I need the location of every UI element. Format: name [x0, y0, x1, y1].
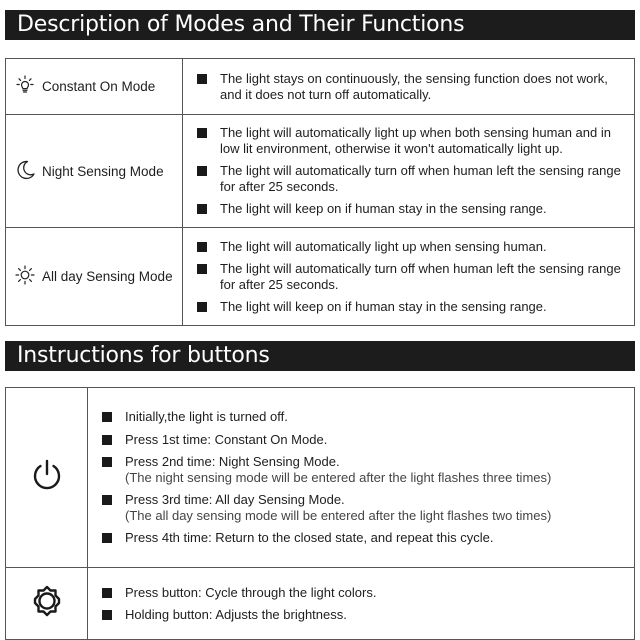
button-row-power — [6, 388, 635, 568]
mode-row-constant-on — [6, 59, 635, 115]
note-text: (The night sensing mode will be entered after the light flashes three times) — [125, 469, 552, 485]
note-text: (The all day sensing mode will be entered after the light flashes two times) — [125, 507, 552, 523]
mode-name-cell — [6, 115, 183, 228]
list-item: Press 2nd time: Night Sensing Mode. (The night sensing mode will be entered after the light flashes three times) — [102, 454, 630, 485]
list-item: Holding button: Adjusts the brightness. — [102, 607, 630, 623]
button-description-cell — [88, 568, 635, 640]
mode-description-cell — [183, 115, 635, 228]
mode-name: Night Sensing Mode — [42, 163, 164, 179]
gear-icon — [30, 605, 64, 622]
list-item: The light stays on continuously, the sensing function does not work, and it does not turn off automatically. — [197, 71, 630, 102]
list-item: The light will automatically light up when both sensing human and in low lit environment, otherwise it won't automatically light up. — [197, 125, 630, 156]
list-item: The light will keep on if human stay in the sensing range. — [197, 201, 630, 217]
mode-description-cell — [183, 59, 635, 115]
mode-name-cell — [6, 59, 183, 115]
buttons-table — [5, 387, 635, 640]
button-row-gear — [6, 568, 635, 640]
mode-name-cell — [6, 228, 183, 326]
mode-row-night-sensing — [6, 115, 635, 228]
list-item: The light will automatically turn off when human left the sensing range for after 25 seconds. — [197, 163, 630, 194]
sun-outline-icon — [14, 74, 36, 99]
mode-name: Constant On Mode — [42, 79, 156, 94]
list-item: The light will automatically light up when sensing human. — [197, 239, 630, 255]
modes-section-title: Description of Modes and Their Functions — [5, 10, 635, 40]
modes-table — [5, 58, 635, 326]
button-icon-cell — [6, 568, 88, 640]
mode-description-cell — [183, 228, 635, 326]
moon-icon — [14, 159, 36, 184]
sun-icon — [14, 264, 36, 289]
list-item: Initially,the light is turned off. — [102, 409, 630, 425]
list-item: The light will keep on if human stay in the sensing range. — [197, 299, 630, 315]
button-description-cell — [88, 388, 635, 568]
buttons-section-title: Instructions for buttons — [5, 341, 635, 371]
list-item: Press 3rd time: All day Sensing Mode. (The all day sensing mode will be entered after the light flashes two times) — [102, 492, 630, 523]
power-icon — [29, 480, 65, 497]
list-item: The light will automatically turn off when human left the sensing range for after 25 seconds. — [197, 261, 630, 292]
list-item: Press button: Cycle through the light colors. — [102, 585, 630, 601]
button-icon-cell — [6, 388, 88, 568]
mode-row-all-day-sensing — [6, 228, 635, 326]
list-item: Press 4th time: Return to the closed state, and repeat this cycle. — [102, 530, 630, 546]
mode-name: All day Sensing Mode — [42, 269, 173, 284]
list-item: Press 1st time: Constant On Mode. — [102, 432, 630, 448]
